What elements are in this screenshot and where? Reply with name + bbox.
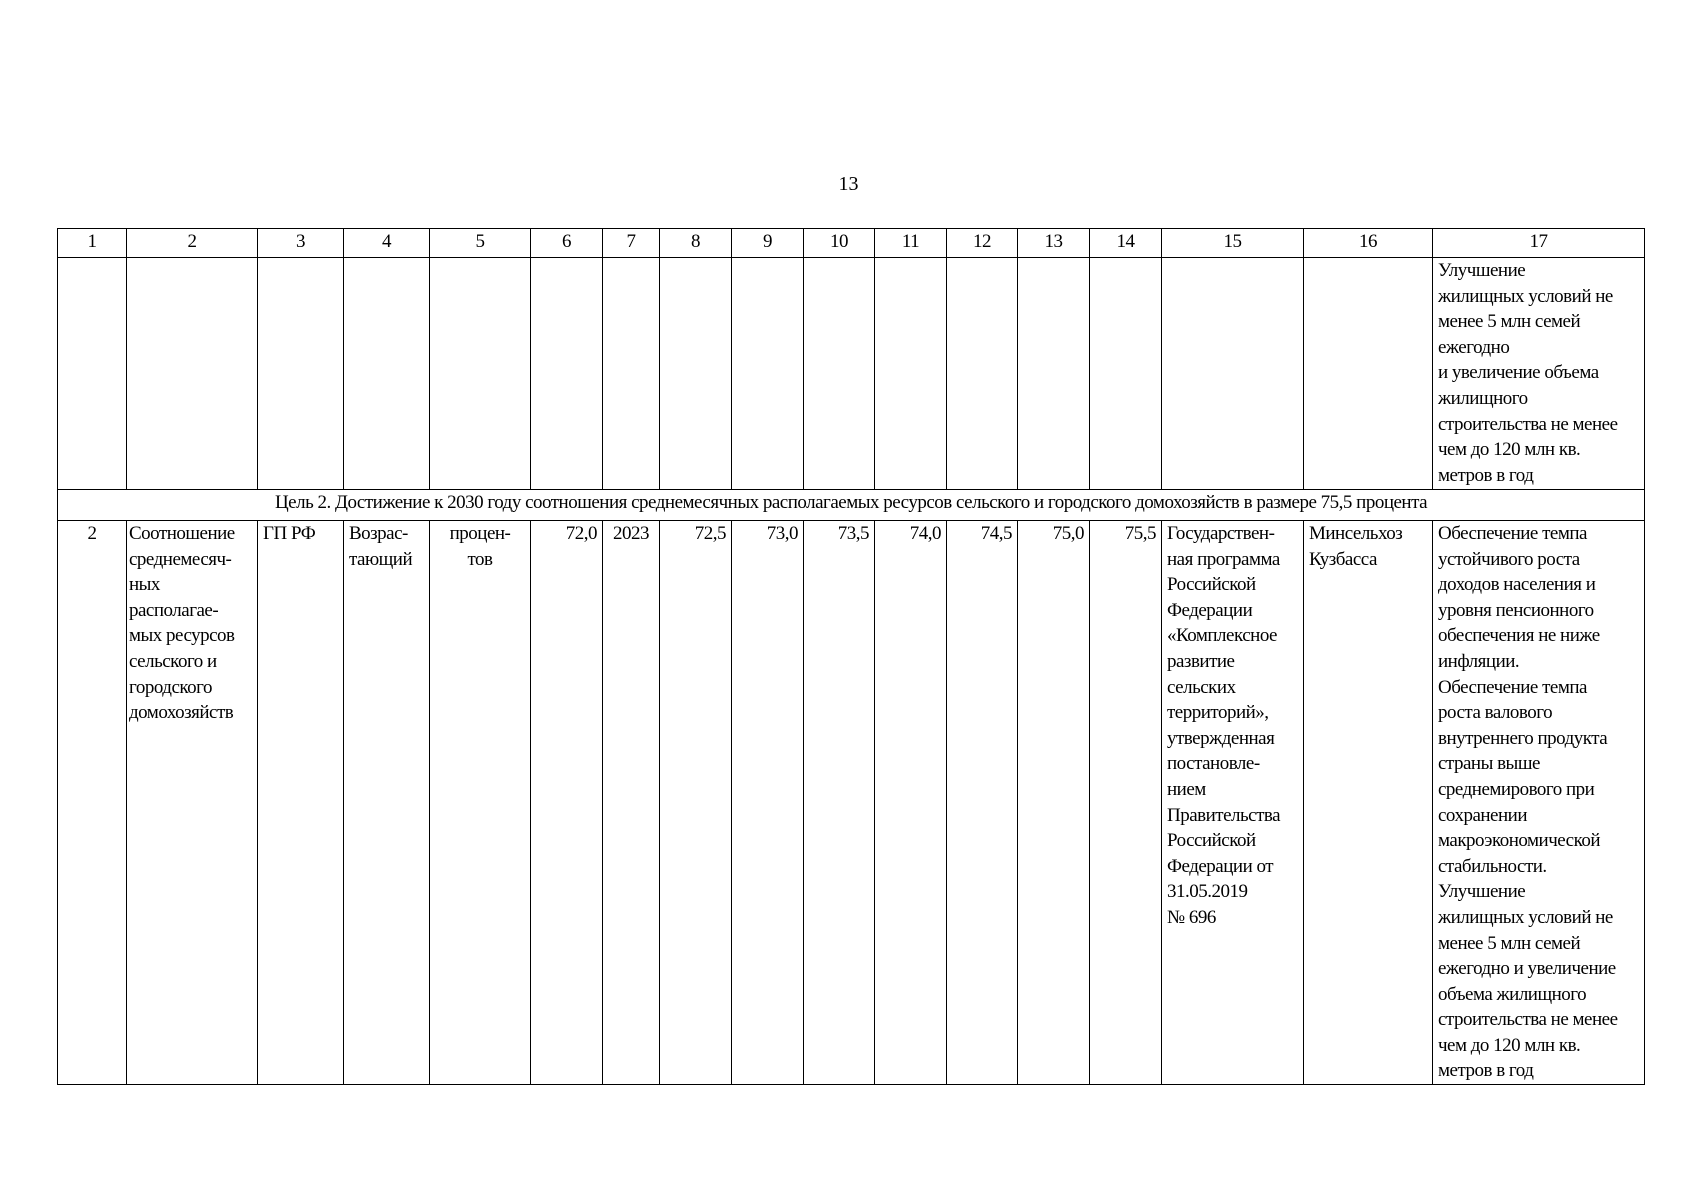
empty-cell bbox=[1090, 258, 1162, 490]
column-number: 4 bbox=[344, 229, 430, 258]
column-number: 15 bbox=[1162, 229, 1304, 258]
empty-cell bbox=[947, 258, 1018, 490]
target-value: 75,0 bbox=[1018, 521, 1090, 1085]
target-value: 72,5 bbox=[660, 521, 732, 1085]
empty-cell bbox=[127, 258, 258, 490]
page-number: 13 bbox=[838, 173, 859, 195]
column-number: 8 bbox=[660, 229, 732, 258]
empty-cell bbox=[732, 258, 804, 490]
continued-row bbox=[58, 258, 1645, 490]
empty-cell bbox=[344, 258, 430, 490]
indicator-number: 2 bbox=[58, 521, 127, 1085]
column-number: 1 bbox=[58, 229, 127, 258]
base-year: 2023 bbox=[603, 521, 660, 1085]
empty-cell bbox=[1018, 258, 1090, 490]
column-number: 10 bbox=[804, 229, 875, 258]
column-number-row bbox=[58, 229, 1645, 258]
empty-cell bbox=[603, 258, 660, 490]
empty-cell bbox=[531, 258, 603, 490]
empty-cell bbox=[875, 258, 947, 490]
column-number: 3 bbox=[258, 229, 344, 258]
empty-cell bbox=[58, 258, 127, 490]
indicator-name: Соотношение среднемесяч- ных располагае- мых ресурсов сельского и городского домохозяйств bbox=[127, 521, 258, 1085]
empty-cell bbox=[1304, 258, 1433, 490]
empty-cell bbox=[660, 258, 732, 490]
national-goal-link-cell: Улучшение жилищных условий не менее 5 млн семей ежегодно и увеличение объема жилищного строительства не менее чем до 120 млн кв. метров в год bbox=[1433, 258, 1645, 490]
responsible-executive: Минсельхоз Кузбасса bbox=[1304, 521, 1433, 1085]
target-value: 74,5 bbox=[947, 521, 1018, 1085]
column-number: 16 bbox=[1304, 229, 1433, 258]
empty-cell bbox=[804, 258, 875, 490]
goal-row bbox=[58, 490, 1645, 521]
empty-cell bbox=[1162, 258, 1304, 490]
column-number: 14 bbox=[1090, 229, 1162, 258]
target-value: 74,0 bbox=[875, 521, 947, 1085]
indicators-table bbox=[57, 228, 1645, 1085]
indicator-trend: Возрас- тающий bbox=[344, 521, 430, 1085]
base-value: 72,0 bbox=[531, 521, 603, 1085]
unit-of-measure: процен- тов bbox=[430, 521, 531, 1085]
target-value: 75,5 bbox=[1090, 521, 1162, 1085]
indicator-level: ГП РФ bbox=[258, 521, 344, 1085]
column-number: 12 bbox=[947, 229, 1018, 258]
national-goal-link-cell: Обеспечение темпа устойчивого роста доходов населения и уровня пенсионного обеспечения не ниже инфляции. Обеспечение темпа роста валового внутреннего продукта страны выше среднемирового при сохранении макроэкономической стабильности. Улучшение жилищных условий не менее 5 млн семей ежегодно и увеличение объема жилищного строительства не менее чем до 120 млн кв. метров в год bbox=[1433, 521, 1645, 1085]
column-number: 2 bbox=[127, 229, 258, 258]
program-document: Государствен- ная программа Российской Федерации «Комплексное развитие сельских территорий», утвержденная постановле- нием Правительства Российской Федерации от 31.05.2019 № 696 bbox=[1162, 521, 1304, 1085]
column-number: 13 bbox=[1018, 229, 1090, 258]
empty-cell bbox=[430, 258, 531, 490]
goal-2-title: Цель 2. Достижение к 2030 году соотношения среднемесячных располагаемых ресурсов сельского и городского домохозяйств в размере 75,5 процента bbox=[58, 490, 1645, 521]
indicator-row bbox=[58, 521, 1645, 1085]
column-number: 7 bbox=[603, 229, 660, 258]
column-number: 17 bbox=[1433, 229, 1645, 258]
column-number: 11 bbox=[875, 229, 947, 258]
column-number: 9 bbox=[732, 229, 804, 258]
target-value: 73,5 bbox=[804, 521, 875, 1085]
column-number: 5 bbox=[430, 229, 531, 258]
target-value: 73,0 bbox=[732, 521, 804, 1085]
empty-cell bbox=[258, 258, 344, 490]
column-number: 6 bbox=[531, 229, 603, 258]
